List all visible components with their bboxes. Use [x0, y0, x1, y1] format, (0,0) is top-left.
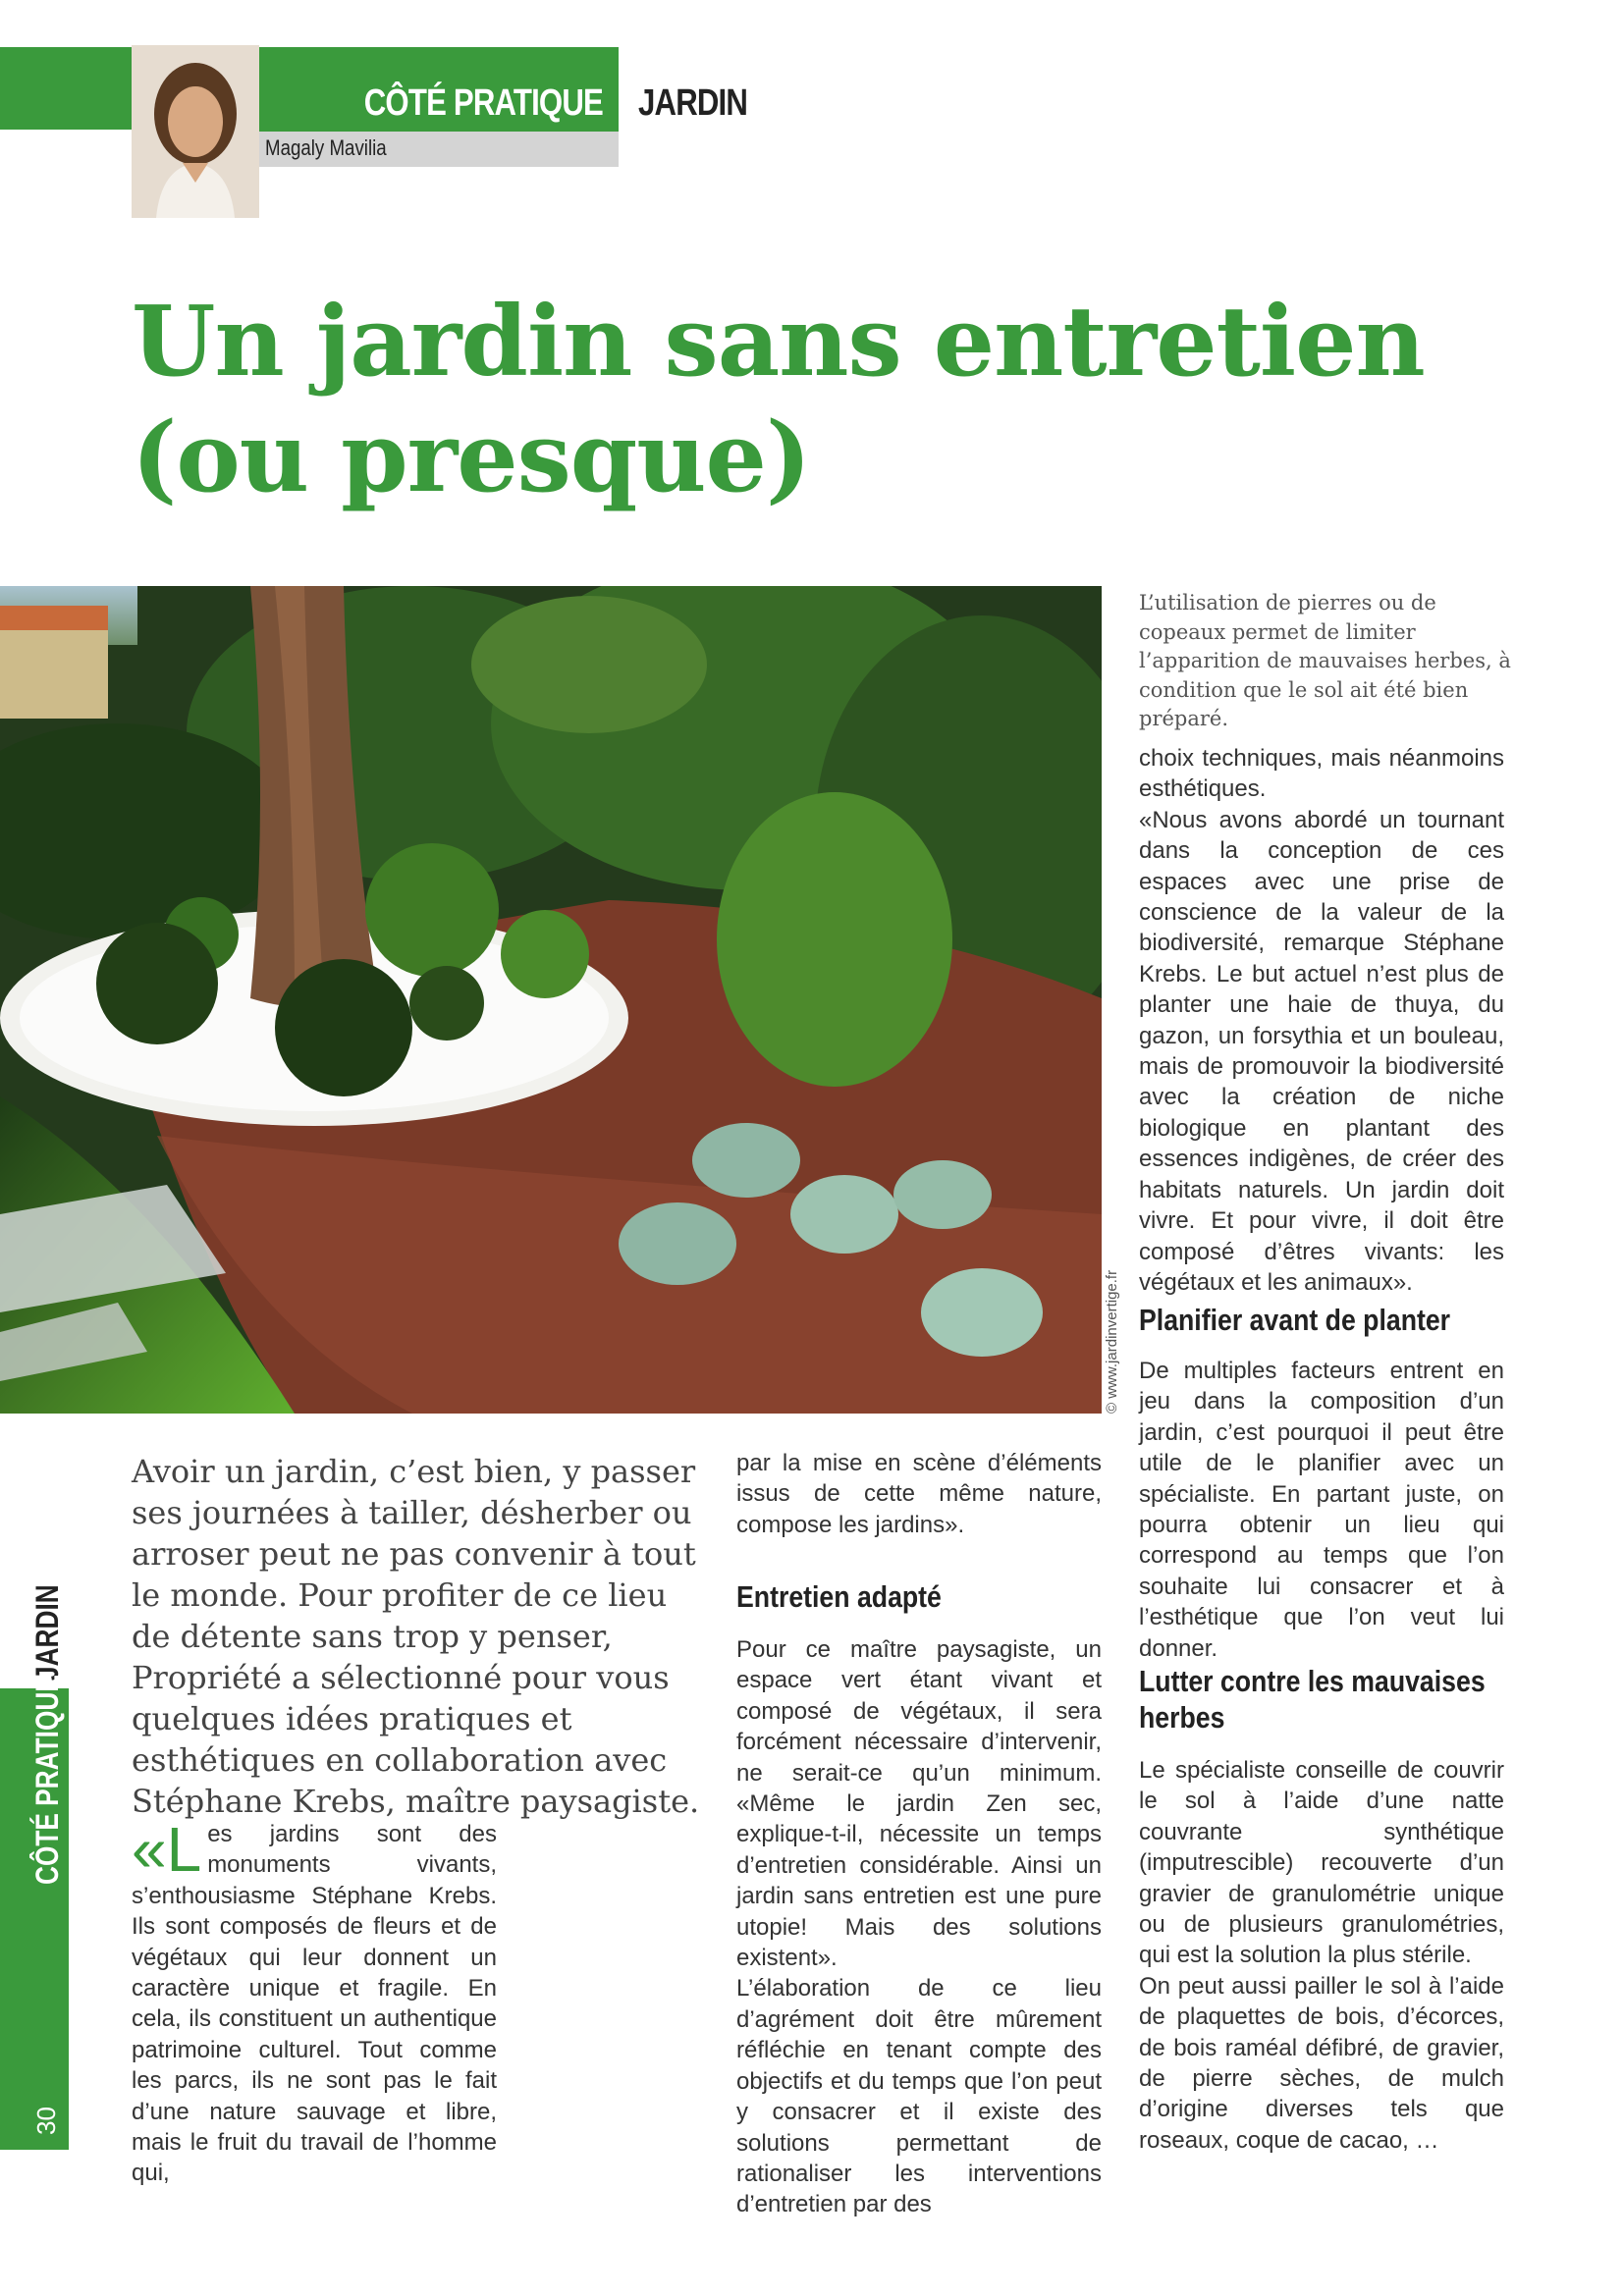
paragraph: Pour ce maître paysagiste, un espace vert étant vivant et composé de végétaux, il sera forcément nécessaire d’intervenir, ne serait-ce qu’un minimum. «Même le jardin Zen sec, explique-t-il, nécessite un temps d’entretien considérable. Ainsi un jardin sans entretien est une pure utopie! Mais des solutions existent». — [736, 1636, 1102, 1972]
header-category-label: JARDIN — [638, 82, 748, 124]
article-title-line1: Un jardin sans entretien — [132, 286, 1425, 399]
garden-photo — [0, 586, 1102, 1414]
header-section-label: CÔTÉ PRATIQUE — [363, 82, 603, 124]
article-intro: Avoir un jardin, c’est bien, y passer ses journées à tailler, désherber ou arroser peut ne pas convenir à tout le monde. Pour profiter de ce lieu de détente sans trop y penser, Propriété a sélectionné pour vous quelques idées pratiques et esthétiques en collaboration avec Stéphane Krebs, maître paysagiste. — [132, 1453, 700, 1820]
side-category-label: JARDIN — [29, 1584, 65, 1681]
subhead-planifier — [1139, 1302, 1512, 1338]
body-entretien — [736, 1634, 1102, 2220]
body-planifier: De multiples facteurs entrent en jeu dans la composition d’un jardin, c’est pourquoi il peut être utile de le planifier avec un spécialiste. En partant juste, on pourra obtenir un lieu qui correspond au temps que l’on souhaite lui consacrer et à l’esthétique que l’on veut lui donner. — [1139, 1358, 1504, 1662]
article-title — [132, 285, 1506, 516]
page-number: 30 — [31, 2107, 61, 2135]
header-green-bar — [0, 47, 132, 130]
paragraph: choix techniques, mais néanmoins esthétiques. — [1139, 745, 1504, 803]
paragraph: On peut aussi pailler le sol à l’aide de plaquettes de bois, d’écorces, de bois raméal défibré, de gravier, de pierre sèches, de mulch d’origine diverses tels que roseaux, coque de cacao, … — [1139, 1972, 1504, 2154]
subhead-planifier-text: Planifier avant de planter — [1139, 1303, 1451, 1337]
photo-credit: © www.jardinvertige.fr — [1104, 1269, 1120, 1414]
article-title-line2: (ou presque) — [132, 401, 811, 514]
paragraph: L’élaboration de ce lieu d’agrément doit être mûrement réfléchie en tenant compte des objectifs et du temps que l’on peut y consacrer et il existe des solutions permettant de rationaliser les interventions d’entretien par des — [736, 1975, 1102, 2218]
paragraph: «Nous avons abordé un tournant dans la conception de ces espaces avec une prise de conscience de la valeur de la biodiversité, remarque Stéphane Krebs. Le but actuel n’est plus de planter une haie de thuya, du gazon, un forsythia et un bouleau, mais de promouvoir la biodiversité avec la création de niche biologique en plantant des essences indigènes, de créer des habitats naturels. Un jardin doit vivre. Et pour vivre, il doit être composé d’êtres vivants: les végétaux et les animaux». — [1139, 806, 1504, 1296]
photo-caption: L’utilisation de pierres ou de copeaux permet de limiter l’apparition de mauvaises herbes, à condition que le sol ait été bien préparé. — [1139, 591, 1511, 730]
author-photo — [132, 45, 259, 218]
body-lutter — [1139, 1755, 1504, 2156]
body-column-2-continuation: par la mise en scène d’éléments issus de cette même nature, compose les jardins». — [736, 1450, 1102, 1538]
subhead-entretien — [736, 1578, 1090, 1615]
author-name: Magaly Mavilia — [265, 135, 387, 160]
subhead-lutter-text: Lutter contre les mauvaises herbes — [1139, 1664, 1486, 1735]
drop-cap: «L — [132, 1814, 202, 1885]
side-section-label: CÔTÉ PRATIQUE — [29, 1675, 65, 1885]
paragraph: Le spécialiste conseille de couvrir le sol à l’aide d’une natte couvrante synthétique (imputrescible) recouverte d’un gravier de granulométrie unique ou de plusieurs granulométries, qui est la solution la plus stérile. — [1139, 1757, 1504, 1969]
body-column-3 — [1139, 743, 1504, 1298]
subhead-lutter — [1139, 1663, 1512, 1735]
subhead-entretien-text: Entretien adapté — [736, 1579, 942, 1614]
body-column-1 — [132, 1814, 497, 2189]
column1-text: es jardins sont des monuments vivants, s’enthousiasme Stéphane Krebs. Ils sont composés de fleurs et de végétaux qui leur donnent un caractère unique et fragile. En cela, ils constituent un authentique patrimoine culturel. Tout comme les parcs, ils ne sont pas le fait d’une nature sauvage et libre, mais le fruit du travail de l’homme qui, — [132, 1821, 497, 2187]
